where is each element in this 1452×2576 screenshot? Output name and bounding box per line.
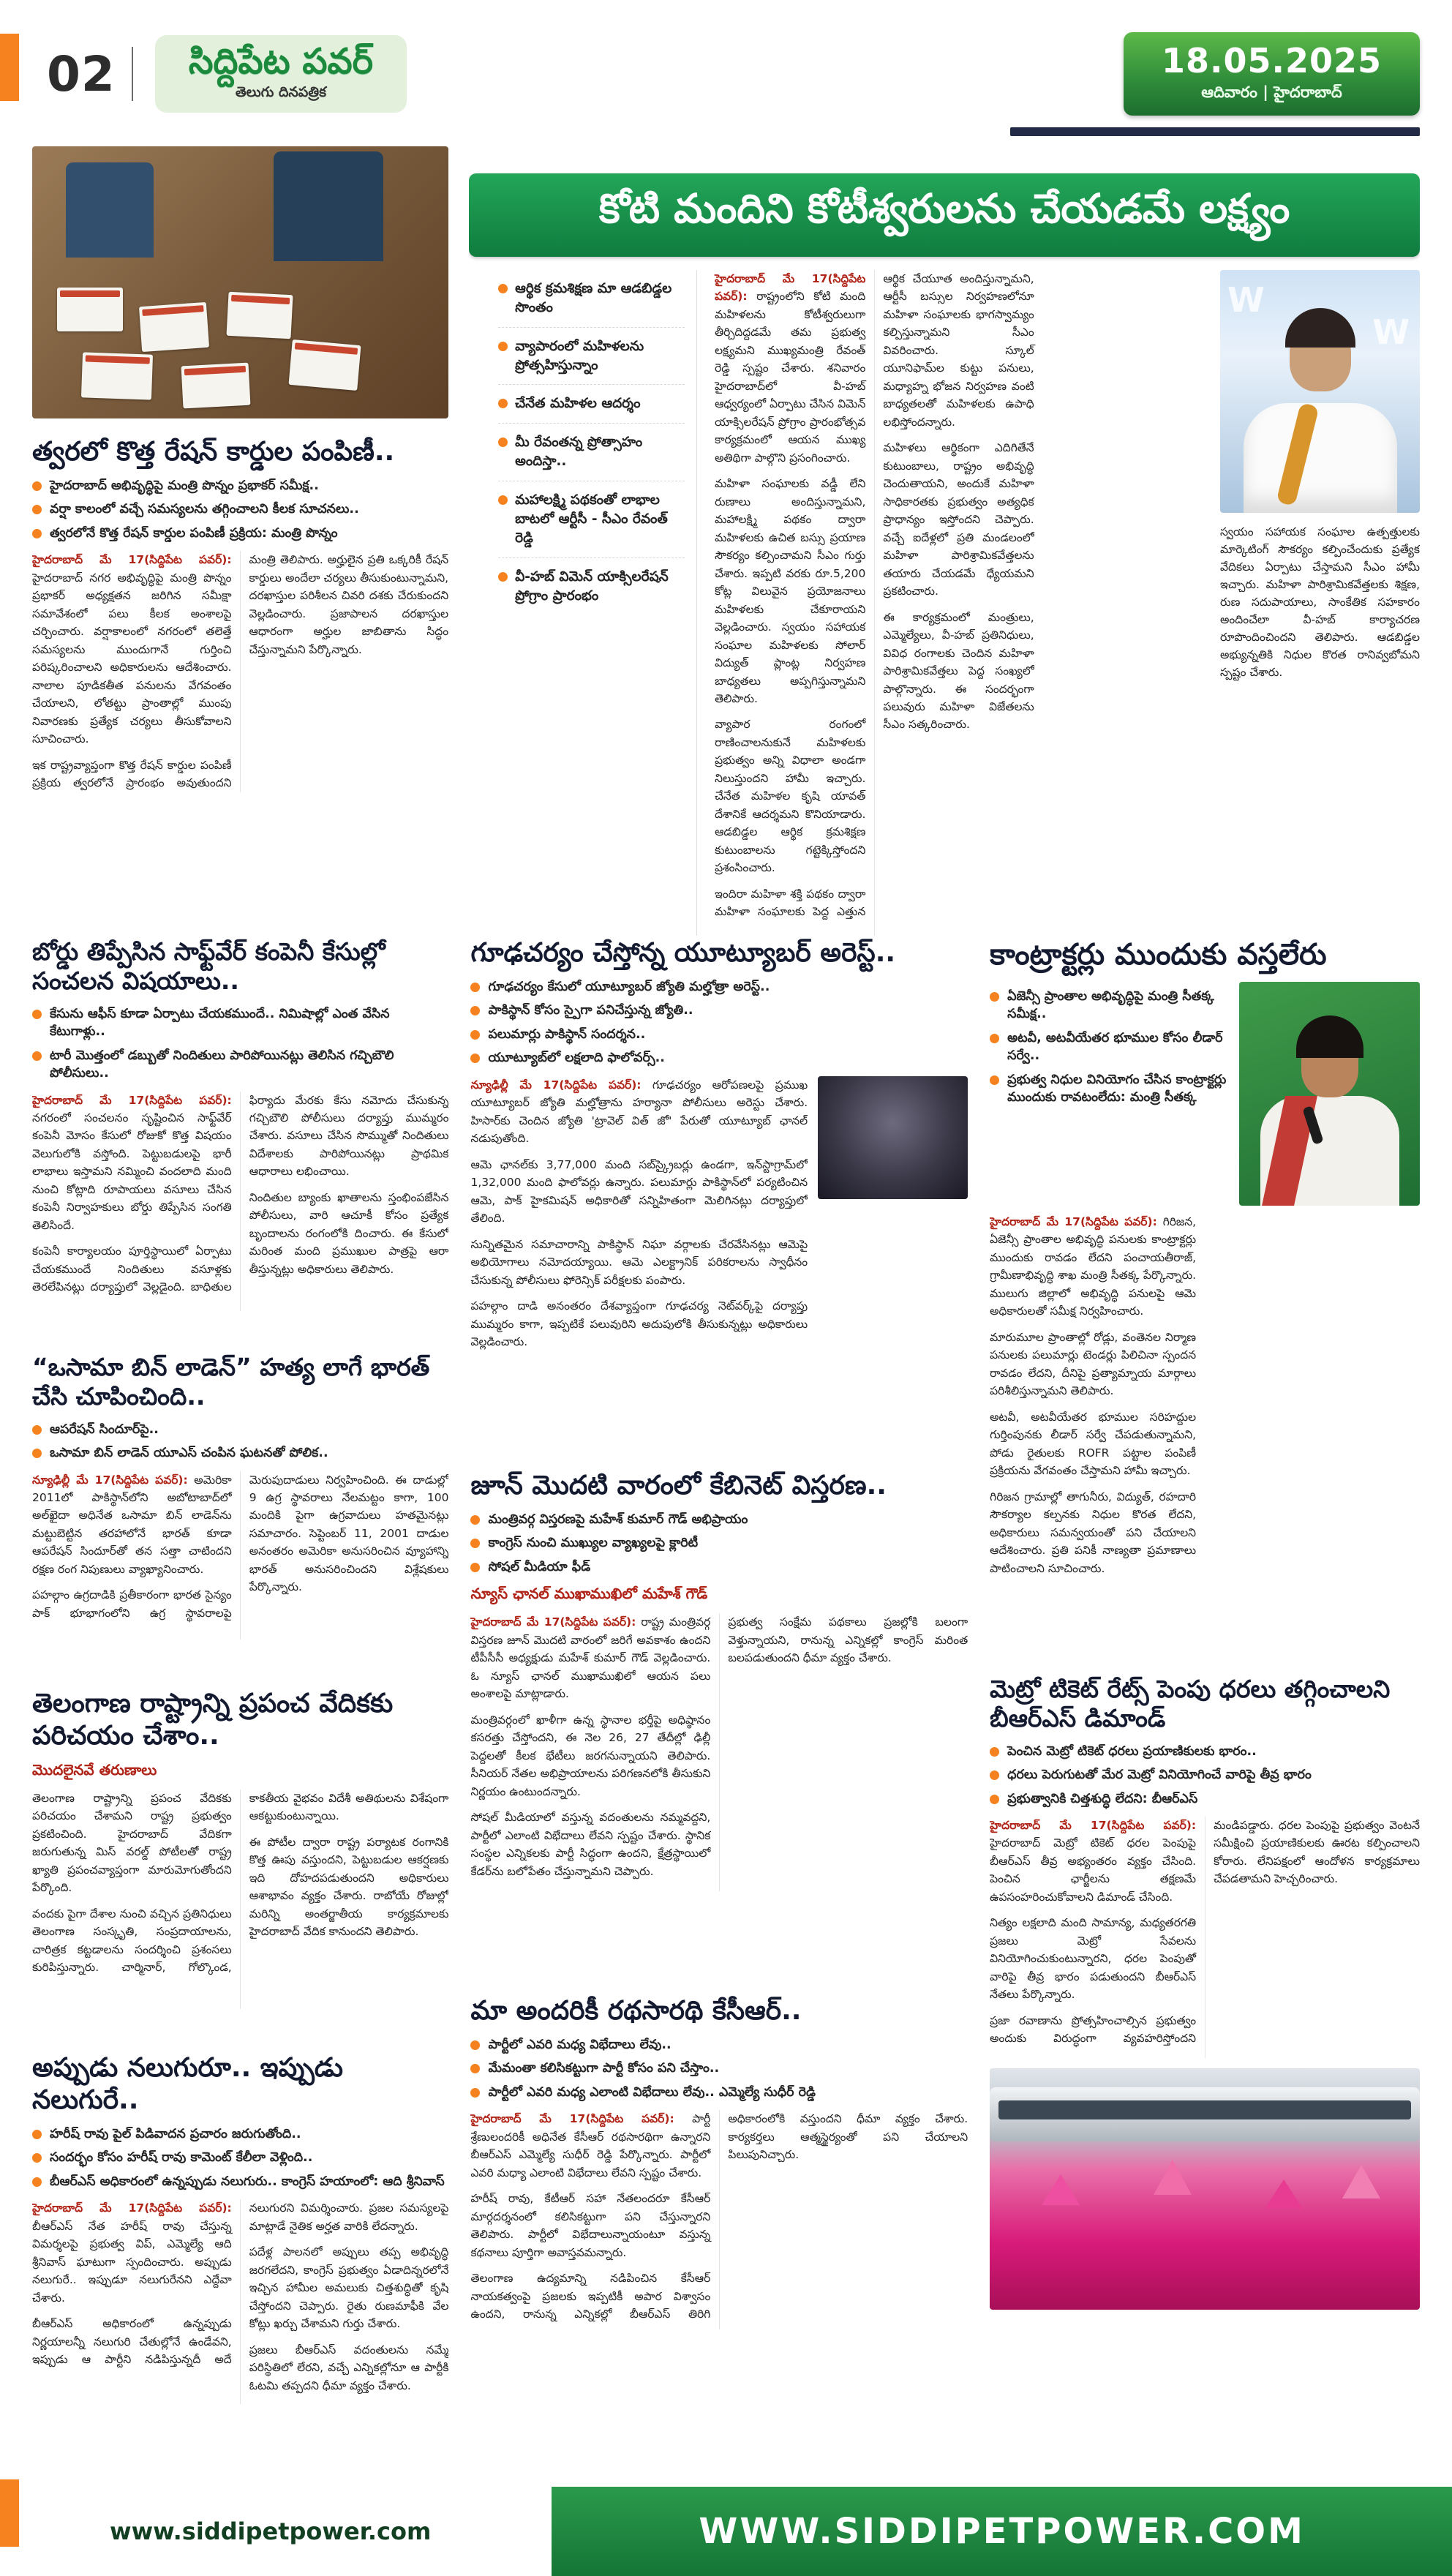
dateline: హైదరాబాద్ మే 17(సిద్దిపేట పవర్): <box>32 1093 232 1107</box>
ration-card-graphic <box>57 288 123 331</box>
header-dark-rule <box>1010 127 1420 136</box>
bullet-point: టారీ మొత్తంలో డబ్బుతో నిందితులు పారిపోయినట్లు తెలిసిన గచ్చిబౌలి పోలీసులు.. <box>32 1047 448 1083</box>
bullet-dot-icon <box>470 1030 480 1040</box>
article-contractors <box>990 937 1420 1654</box>
article-software-scam <box>32 937 448 1332</box>
dateline: న్యూఢిల్లీ మే 17(సిద్దిపేట పవర్): <box>32 1473 188 1487</box>
article-osama-operation <box>32 1353 448 1667</box>
dateline: హైదరాబాద్ మే 17(సిద్దిపేట పవర్): <box>470 2112 674 2126</box>
bullet-point: మంత్రివర్గ విస్తరణపై మహేశ్ కుమార్ గౌడ్ అభిప్రాయం <box>470 1511 968 1529</box>
bullet-point: వ్యాపారంలో మహిళలను ప్రోత్సహిస్తున్నాం <box>498 328 685 386</box>
article-body: న్యూఢిల్లీ మే 17(సిద్దిపేట పవర్): అమెరికా 2011లో పాకిస్థాన్‌లోని అబోటాబాద్‌లో అల్‌ఖైదా అధినేత ఒసామా బిన్ లాడెన్‌ను మట్టుబెట్టిన తరహాలోనే భారత్ కూడా ఆపరేషన్ సిందూర్‌తో తన సత్తా చాటిందని రక్షణ రంగ నిపుణులు వ్యాఖ్యానించారు. పహల్గాం ఉగ్రదాడికి ప్రతీకారంగా భారత సైన్యం పాక్ భూభాగంలోని ఉగ్ర స్థావరాలపై మెరుపుదాడులు నిర్వహించింది. ఈ దాడుల్లో 9 ఉగ్ర స్థావరాలు నేలమట్టం కాగా, 100 మందికి పైగా ఉగ్రవాదులు హతమైనట్లు సమాచారం. సెప్టెంబర్ 11, 2001 దాడుల అనంతరం అమెరికా అనుసరించిన వ్యూహాన్ని భారత్ అనుసరించిందని విశ్లేషకులు పేర్కొన్నారు. <box>32 1473 449 1620</box>
lead-headline-banner: కోటి మందిని కోటీశ్వరులను చేయడమే లక్ష్యం <box>469 173 1420 257</box>
page-footer <box>0 2487 1452 2576</box>
bullet-point: సందర్భం కోసం హరీష్ రావు కామెంట్ కేలీలా వెళ్లింది.. <box>32 2149 448 2167</box>
bullet-point: పార్టీలో ఎవరి మధ్య విభేదాలు లేవు.. <box>470 2036 968 2054</box>
lead-article-column <box>469 146 1420 933</box>
bullet-point: హరీష్ రావు పైల్ పిడివాదన ప్రచారం జరుగుతోంది.. <box>32 2125 448 2144</box>
dateline: హైదరాబాద్ మే 17(సిద్దిపేట పవర్): <box>32 2201 232 2215</box>
bullet-point: హైదరాబాద్ అభివృద్ధిపై మంత్రి పొన్నం ప్రభాకర్ సమీక్ష.. <box>32 477 448 495</box>
page-number-block <box>47 46 133 102</box>
bullet-list <box>990 982 1227 1206</box>
bullet-dot-icon <box>470 983 480 992</box>
bullet-point: మీ రేవంతన్న ప్రోత్సాహం అందిస్తా.. <box>498 424 685 481</box>
article-youtuber-arrest <box>470 937 968 1449</box>
top-left-column <box>32 146 448 933</box>
article-body: హైదరాబాద్ మే 17(సిద్దిపేట పవర్): నగరంలో సంచలనం సృష్టించిన సాఫ్ట్‌వేర్ కంపెనీ మోసం కేసులో రోజుకో కొత్త విషయం వెలుగులోకి వస్తోంది. పెట్టుబడులపై భారీ లాభాలు ఇస్తామని నమ్మించి వందలాది మంది నుంచి కోట్లాది రూపాయలు వసూలు చేసిన కంపెనీ నిర్వాహకులు బోర్డు తిప్పేసిన సంగతి తెలిసిందే. కంపెనీ కార్యాలయం పూర్తిస్థాయిలో ఏర్పాటు చేయకముందే నిందితులు వసూళ్లకు తెరలేపినట్లు దర్యాప్తులో వెల్లడైంది. బాధితుల ఫిర్యాదు మేరకు కేసు నమోదు చేసుకున్న గచ్చిబౌలి పోలీసులు దర్యాప్తు ముమ్మరం చేశారు. వసూలు చేసిన సొమ్ముతో నిందితులు విదేశాలకు పారిపోయినట్లు ప్రాథమిక ఆధారాలు లభించాయి. నిందితుల బ్యాంకు ఖాతాలను స్తంభింపజేసిన పోలీసులు, వారి ఆచూకీ కోసం ప్రత్యేక బృందాలను రంగంలోకి దించారు. ఈ కేసులో మరింత మంది ప్రముఖుల పాత్రపై ఆరా తీస్తున్నట్లు అధికారులు తెలిపారు. <box>32 1093 449 1294</box>
ration-card-graphic <box>288 339 361 391</box>
main-band <box>0 937 1452 2462</box>
bullet-point: పెంచిన మెట్రో టికెట్ ధరలు ప్రయాణికులకు భారం.. <box>990 1743 1420 1761</box>
article-body: హైదరాబాద్ మే 17(సిద్దిపేట పవర్): బీఆర్ఎస్ నేత హరీష్ రావు చేస్తున్న విమర్శలపై ప్రభుత్వ విప్, ఎమ్మెల్యే ఆది శ్రీనివాస్ ఘాటుగా స్పందించారు. అప్పుడు నలుగురే.. ఇప్పుడూ నలుగురేనని ఎద్దేవా చేశారు. బీఆర్ఎస్ అధికారంలో ఉన్నప్పుడు నిర్ణయాలన్నీ నలుగురి చేతుల్లోనే ఉండేవని, ఇప్పుడు ఆ పార్టీని నడిపిస్తున్నదీ అదే నలుగురని విమర్శించారు. ప్రజల సమస్యలపై మాట్లాడే నైతిక అర్హత వారికి లేదన్నారు. పదేళ్ల పాలనలో అప్పులు తప్ప అభివృద్ధి జరగలేదని, కాంగ్రెస్ ప్రభుత్వం ఏడాదిన్నరలోనే ఇచ్చిన హామీల అమలుకు చిత్తశుద్ధితో కృషి చేస్తోందని చెప్పారు. రైతు రుణమాఫీకి వేల కోట్లు ఖర్చు చేశామని గుర్తు చేశారు. ప్రజలు బీఆర్ఎస్ వదంతులను నమ్మే పరిస్థితిలో లేరని, వచ్చే ఎన్నికల్లోనూ ఆ పార్టీకి ఓటమి తప్పదని ధీమా వ్యక్తం చేశారు. <box>32 2201 449 2392</box>
bullet-dot-icon <box>32 1449 42 1458</box>
bullet-dot-icon <box>990 1034 999 1043</box>
left-strip <box>32 937 448 2462</box>
website-url[interactable]: www.siddipetpower.com <box>110 2517 432 2545</box>
bullet-dot-icon <box>32 2177 42 2187</box>
masthead-subtitle: తెలుగు దినపత్రిక <box>235 83 327 100</box>
article-headline: “ఒసామా బిన్ లాడెన్” హత్య లాగే భారత్ చేసి చూపించింది.. <box>32 1353 430 1411</box>
bullet-dot-icon <box>32 2153 42 2163</box>
article-ration-cards <box>32 436 448 912</box>
photo-person-figure <box>1260 1096 1399 1206</box>
metro-brs-protest-photo <box>990 2068 1420 2310</box>
article-body: హైదరాబాద్ మే 17(సిద్దిపేట పవర్): హైదరాబాద్ నగర అభివృద్ధిపై మంత్రి పొన్నం ప్రభాకర్ అధ్యక్షతన జరిగిన సమీక్షా సమావేశంలో పలు కీలక అంశాలపై చర్చించారు. వర్షాకాలంలో నగరంలో తలెత్తే సమస్యలను ముందుగానే గుర్తించి పరిష్కరించాలని అధికారులను ఆదేశించారు. నాలాల పూడికతీత పనులను వేగవంతం చేయాలని, లోతట్టు ప్రాంతాల్లో ముంపు నివారణకు ప్రత్యేక చర్యలు తీసుకోవాలని సూచించారు. ఇక రాష్ట్రవ్యాప్తంగా కొత్త రేషన్ కార్డుల పంపిణీ ప్రక్రియ త్వరలోనే ప్రారంభం అవుతుందని మంత్రి తెలిపారు. అర్హులైన ప్రతి ఒక్కరికీ రేషన్ కార్డులు అందేలా చర్యలు తీసుకుంటున్నామని, దరఖాస్తుల పరిశీలన చివరి దశకు చేరుకుందని వెల్లడించారు. ప్రజాపాలన దరఖాస్తుల ఆధారంగా అర్హుల జాబితాను సిద్ధం చేస్తున్నామని పేర్కొన్నారు. <box>32 553 449 790</box>
bullet-dot-icon <box>32 505 42 514</box>
article-koti-lead <box>469 146 1420 936</box>
bullet-point: ఏజెన్సీ ప్రాంతాల అభివృద్ధిపై మంత్రి సీతక్క సమీక్ష.. <box>990 988 1227 1024</box>
dateline: హైదరాబాద్ మే 17(సిద్దిపేట పవర్): <box>470 1615 636 1629</box>
lead-article-content <box>469 270 1420 936</box>
bullet-point: ప్రభుత్వానికి చిత్తశుద్ధి లేదని: బీఆర్ఎస్ <box>990 1790 1420 1809</box>
bullet-point: ఒసామా బిన్ లాడెన్ యూఎస్ చంపిన ఘటనతో పోలిక.. <box>32 1444 448 1462</box>
bullet-dot-icon <box>32 1425 42 1435</box>
bullet-point: వర్షా కాలంలో వచ్చే సమస్యలను తగ్గించాలని కీలక సూచనలు.. <box>32 500 448 519</box>
bullet-point: మహాలక్ష్మి పథకంతో లాభాల బాటలో ఆర్టీసీ - సీఎం రేవంత్ రెడ్డి <box>498 481 685 558</box>
bullet-dot-icon <box>498 495 508 505</box>
article-cabinet-expansion <box>470 1470 968 1975</box>
bullet-dot-icon <box>470 2064 480 2073</box>
top-band <box>0 146 1452 933</box>
bullet-dot-icon <box>470 1539 480 1548</box>
bullet-dot-icon <box>990 1747 999 1757</box>
right-strip <box>990 937 1420 2462</box>
photo-person-figure <box>1285 308 1355 348</box>
bullet-dot-icon <box>990 1795 999 1804</box>
photo-person-figure <box>1244 403 1397 513</box>
bullet-point: వీ-హబ్ విమెన్ యాక్సిలరేషన్ ప్రోగ్రాం ప్రారంభం <box>498 558 685 615</box>
article-body: న్యూఢిల్లీ మే 17(సిద్దిపేట పవర్): గూఢచర్యం ఆరోపణలపై ప్రముఖ యూట్యూబర్ జ్యోతి మల్హోత్రాను హర్యానా పోలీసులు అరెస్టు చేశారు. హిసార్‌కు చెందిన జ్యోతి 'ట్రావెల్ విత్ జో' పేరుతో యూట్యూబ్ ఛానల్ నడుపుతోంది. ఆమె ఛానల్‌కు 3,77,000 మంది సబ్‌స్క్రైబర్లు ఉండగా, ఇన్‌స్టాగ్రామ్‌లో 1,32,000 మంది ఫాలోవర్లు ఉన్నారు. పలుమార్లు పాకిస్థాన్‌లో పర్యటించిన ఆమె, పాక్ హైకమిషన్ అధికారితో సన్నిహితంగా మెలిగినట్లు దర్యాప్తులో తేలింది. సున్నితమైన సమాచారాన్ని పాకిస్థాన్ నిఘా వర్గాలకు చేరవేసినట్లు ఆమెపై అభియోగాలు నమోదయ్యాయి. ఆమె ఎలక్ట్రానిక్ పరికరాలను స్వాధీనం చేసుకున్న పోలీసులు ఫోరెన్సిక్ పరీక్షలకు పంపారు. పహల్గాం దాడి అనంతరం దేశవ్యాప్తంగా గూఢచర్య నెట్‌వర్క్‌పై దర్యాప్తు ముమ్మరం కాగా, ఇప్పటికే పలువురిని అదుపులోకి తీసుకున్నట్లు అధికారులు వెల్లడించారు. <box>470 1078 808 1349</box>
bullet-dot-icon <box>32 481 42 491</box>
dateline: హైదరాబాద్ మే 17(సిద్దిపేట పవర్): <box>990 1214 1157 1228</box>
photo-person-figure <box>66 162 154 258</box>
ration-cards-photo <box>32 146 448 418</box>
brs-flag-graphic <box>1342 2165 1380 2198</box>
bullet-list <box>470 978 968 1067</box>
bullet-list <box>990 1743 1420 1809</box>
page-header <box>0 13 1452 123</box>
bullet-point: ఆర్థిక క్రమశిక్షణ మా ఆడబిడ్డల సొంతం <box>498 270 685 328</box>
article-headline: మెట్రో టికెట్ రేట్స్ పెంపు ధరలు తగ్గించాలని బీఆర్ఎస్ డిమాండ్ <box>990 1675 1391 1733</box>
backdrop-w-logo: W <box>1227 279 1265 320</box>
article-kicker: న్యూస్ ఛానల్ ముఖాముఖిలో మహేశ్ గౌడ్ <box>470 1585 708 1603</box>
brs-flag-graphic <box>1265 2179 1303 2209</box>
bullet-point: పార్టీలో ఎవరి మధ్య ఎలాంటి విభేదాలు లేవు.. ఎమ్మెల్యే సుధీర్ రెడ్డి <box>470 2084 968 2102</box>
article-headline: కాంట్రాక్టర్లు ముందుకు వస్తలేరు <box>990 938 1327 972</box>
page-number: 02 <box>47 45 116 102</box>
bullet-point: కాంగ్రెస్ నుంచి ముఖ్యుల వ్యాఖ్యలపై క్లారిటీ <box>470 1534 968 1552</box>
center-strip <box>470 937 968 2462</box>
bullet-dot-icon <box>32 1051 42 1061</box>
bullet-point: యూట్యూబ్‌లో లక్షలాది ఫాలోవర్స్.. <box>470 1049 968 1067</box>
date-box <box>1124 32 1420 116</box>
article-kcr-charioteer <box>470 1995 968 2405</box>
bullet-list <box>32 2125 448 2191</box>
minister-seethakka-photo <box>1239 982 1420 1206</box>
bullet-point: చేనేత మహిళల ఆదర్శం <box>498 385 685 424</box>
footer-url-left <box>0 2487 431 2576</box>
cm-revanth-reddy-photo <box>1220 270 1420 513</box>
bullet-list <box>32 477 448 543</box>
article-headline: మా అందరికీ రథసారథి కేసీఆర్.. <box>470 1996 802 2026</box>
article-telangana-world-stage <box>32 1688 448 2032</box>
bullet-list <box>32 1005 448 1083</box>
website-url-caps[interactable]: WWW.SIDDIPETPOWER.COM <box>699 2511 1305 2552</box>
article-headline: అప్పుడు నలుగురూ.. ఇప్పుడు నలుగురే.. <box>32 2053 343 2115</box>
bullet-list <box>470 2036 968 2102</box>
bullet-dot-icon <box>470 1006 480 1015</box>
lead-article-right-column <box>1220 270 1420 936</box>
edition-date: 18.05.2025 <box>1161 41 1382 80</box>
ration-card-graphic <box>81 352 153 399</box>
article-headline: జూన్ మొదటి వారంలో కేబినెట్ విస్తరణ.. <box>470 1471 887 1501</box>
brs-flag-graphic <box>1154 2160 1192 2195</box>
article-body: హైదరాబాద్ మే 17(సిద్దిపేట పవర్): హైదరాబాద్ మెట్రో టికెట్ ధరల పెంపుపై బీఆర్ఎస్ తీవ్ర అభ్యంతరం వ్యక్తం చేసింది. పెంచిన ఛార్జీలను తక్షణమే ఉపసంహరించుకోవాలని డిమాండ్ చేసింది. నిత్యం లక్షలాది మంది సామాన్య, మధ్యతరగతి ప్రజలు మెట్రో సేవలను వినియోగించుకుంటున్నారని, ధరల పెంపుతో వారిపై తీవ్ర భారం పడుతుందని బీఆర్ఎస్ నేతలు పేర్కొన్నారు. ప్రజా రవాణాను ప్రోత్సహించాల్సిన ప్రభుత్వం అందుకు విరుద్ధంగా వ్యవహరిస్తోందని మండిపడ్డారు. ధరల పెంపుపై ప్రభుత్వం వెంటనే సమీక్షించి ప్రయాణికులకు ఊరట కల్పించాలని కోరారు. లేనిపక్షంలో ఆందోళన కార్యక్రమాలు చేపడతామని హెచ్చరించారు. <box>990 1819 1420 2046</box>
dateline: న్యూఢిల్లీ మే 17(సిద్దిపేట పవర్): <box>470 1078 642 1092</box>
bullet-point: పలుమార్లు పాకిస్థాన్ సందర్శన.. <box>470 1026 968 1044</box>
lead-article-side-text: స్వయం సహాయక సంఘాల ఉత్పత్తులకు మార్కెటింగ్ సౌకర్యం కల్పించేందుకు ప్రత్యేక వేదికలు ఏర్పాటు చేస్తామని సీఎం హామీ ఇచ్చారు. మహిళా పారిశ్రామికవేత్తలకు శిక్షణ, రుణ సదుపాయాలు, సాంకేతిక సహకారం అందించేలా వీ-హబ్ కార్యాచరణ రూపొందించిందని తెలిపారు. ఆడబిడ్డల అభ్యున్నతికి నిధుల కొరత రానివ్వబోమని స్పష్టం చేశారు. <box>1220 525 1420 679</box>
orange-corner-accent-top <box>0 34 19 101</box>
bullet-dot-icon <box>498 342 508 351</box>
backdrop-w-logo: W <box>1372 312 1410 352</box>
masthead-title: సిద్దిపేట పవర్ <box>188 41 374 83</box>
bullet-point: త్వరలోనే కొత్త రేషన్ కార్డుల పంపిణీ ప్రక్రియ: మంత్రి పొన్నం <box>32 525 448 543</box>
bullet-point: ప్రభుత్వ నిధుల వినియోగం చేసిన కాంట్రాక్టర్లు ముందుకు రావటంలేదు: మంత్రి సీతక్క <box>990 1071 1227 1107</box>
metro-train-graphic <box>990 2087 1420 2141</box>
edition-day-city: ఆదివారం | హైదరాబాద్ <box>1201 83 1342 101</box>
bullet-dot-icon <box>498 572 508 582</box>
ration-card-graphic <box>139 302 209 352</box>
bullet-point: ధరలు పెరుగుటతో మేర మెట్రో వినియోగించే వారిపై తీవ్ర భారం <box>990 1766 1420 1784</box>
article-appudu-nalugure <box>32 2052 448 2462</box>
article-body: హైదరాబాద్ మే 17(సిద్దిపేట పవర్): పార్టీ శ్రేణులందరికీ అధినేత కేసీఆర్ రథసారథిగా ఉన్నారని బీఆర్ఎస్ ఎమ్మెల్యే సుధీర్ రెడ్డి పేర్కొన్నారు. పార్టీలో ఎవరి మధ్యా ఎలాంటి విభేదాలు లేవని స్పష్టం చేశారు. హరీష్ రావు, కేటీఆర్ సహా నేతలందరూ కేసీఆర్ మార్గదర్శనంలో కలిసికట్టుగా పని చేస్తున్నారని తెలిపారు. పార్టీలో విభేదాలున్నాయంటూ వస్తున్న కథనాలు పూర్తిగా అవాస్తవమన్నారు. తెలంగాణ ఉద్యమాన్ని నడిపించిన కేసీఆర్ నాయకత్వంపై ప్రజలకు ఇప్పటికీ అపార విశ్వాసం ఉందని, రానున్న ఎన్నికల్లో బీఆర్ఎస్ తిరిగి అధికారంలోకి వస్తుందని ధీమా వ్యక్తం చేశారు. కార్యకర్తలు ఆత్మస్థైర్యంతో పని చేయాలని పిలుపునిచ్చారు. <box>470 2112 968 2321</box>
article-kicker: మొదలైనవే తరుణాలు <box>32 1760 157 1779</box>
article-body: హైదరాబాద్ మే 17(సిద్దిపేట పవర్): గిరిజన, ఏజెన్సీ ప్రాంతాల అభివృద్ధి పనులకు కాంట్రాక్టర్లు ముందుకు రావడం లేదని పంచాయతీరాజ్, గ్రామీణాభివృద్ధి శాఖ మంత్రి సీతక్క పేర్కొన్నారు. ములుగు జిల్లాలో అభివృద్ధి పనులపై ఆమె అధికారులతో సమీక్ష నిర్వహించారు. మారుమూల ప్రాంతాల్లో రోడ్లు, వంతెనల నిర్మాణ పనులకు పలుమార్లు టెండర్లు పిలిచినా స్పందన రావడం లేదని, దీనిపై ప్రత్యామ్నాయ మార్గాలు పరిశీలిస్తున్నామని తెలిపారు. అటవీ, అటవీయేతర భూముల సరిహద్దుల గుర్తింపునకు లీడార్ సర్వే చేపడుతున్నామని, పోడు రైతులకు ROFR పట్టాల పంపిణీ ప్రక్రియను వేగవంతం చేస్తామని హామీ ఇచ్చారు. గిరిజన గ్రామాల్లో తాగునీరు, విద్యుత్, రహదారి సౌకర్యాల కల్పనకు నిధుల కొరత లేదని, అధికారులు సమన్వయంతో పని చేయాలని ఆదేశించారు. ప్రతి పనికీ నాణ్యతా ప్రమాణాలు పాటించాలని సూచించారు. <box>990 1214 1197 1575</box>
bullet-dot-icon <box>470 1054 480 1063</box>
bullet-dot-icon <box>32 1010 42 1019</box>
bullet-dot-icon <box>32 529 42 538</box>
article-headline: గూఢచర్యం చేస్తోన్న యూట్యూబర్ అరెస్ట్.. <box>470 938 896 968</box>
bullet-list <box>32 1421 448 1462</box>
bullet-point: ఆపరేషన్ సిందూర్‌పై.. <box>32 1421 448 1439</box>
bullet-point: మేమంతా కలిసికట్టుగా పార్టీ కోసం పని చేస్తాం.. <box>470 2059 968 2078</box>
bullet-dot-icon <box>498 438 508 447</box>
footer-url-banner <box>552 2487 1452 2576</box>
contractors-header-row <box>990 982 1420 1206</box>
bullet-point: సోషల్ మీడియా ఫీడ్ <box>470 1558 968 1577</box>
bullet-point: పాకిస్థాన్ కోసం స్పైగా పనిచేస్తున్న జ్యోతి.. <box>470 1002 968 1020</box>
bullet-dot-icon <box>990 1770 999 1780</box>
bullet-point: కేసును ఆఫీస్ కూడా ఏర్పాటు చేయకముందే.. నిమిషాల్లో ఎంత వేసిన కేటుగాళ్లు.. <box>32 1005 448 1041</box>
article-body: హైదరాబాద్ మే 17(సిద్దిపేట పవర్): రాష్ట్ర మంత్రివర్గ విస్తరణ జూన్ మొదటి వారంలో జరిగే అవకాశం ఉందని టీపీసీసీ అధ్యక్షుడు మహేశ్ కుమార్ గౌడ్ వెల్లడించారు. ఓ న్యూస్ ఛానల్ ముఖాముఖిలో ఆయన పలు అంశాలపై మాట్లాడారు. మంత్రివర్గంలో ఖాళీగా ఉన్న స్థానాల భర్తీపై అధిష్ఠానం కసరత్తు చేస్తోందని, ఈ నెల 26, 27 తేదీల్లో ఢిల్లీ పెద్దలతో కీలక భేటీలు జరగనున్నాయని తెలిపారు. సీనియర్ నేతల అభిప్రాయాలను పరిగణనలోకి తీసుకుని నిర్ణయం ఉంటుందన్నారు. సోషల్ మీడియాలో వస్తున్న వదంతులను నమ్మవద్దని, పార్టీలో ఎలాంటి విభేదాలు లేవని స్పష్టం చేశారు. స్థానిక సంస్థల ఎన్నికలకు పార్టీ సిద్ధంగా ఉందని, క్షేత్రస్థాయిలో కేడర్‌ను బలోపేతం చేస్తున్నామని చెప్పారు. ప్రభుత్వ సంక్షేమ పథకాలు ప్రజల్లోకి బలంగా వెళ్తున్నాయని, రానున్న ఎన్నికల్లో కాంగ్రెస్ మరింత బలపడుతుందని ధీమా వ్యక్తం చేశారు. <box>470 1615 968 1878</box>
masthead <box>155 35 407 113</box>
article-body: తెలంగాణ రాష్ట్రాన్ని ప్రపంచ వేదికకు పరిచయం చేశామని రాష్ట్ర ప్రభుత్వం ప్రకటించింది. హైదరాబాద్ వేదికగా జరుగుతున్న మిస్ వరల్డ్ పోటీలతో రాష్ట్ర ఖ్యాతి ప్రపంచవ్యాప్తంగా మారుమోగుతోందని పేర్కొంది. వందకు పైగా దేశాల నుంచి వచ్చిన ప్రతినిధులు తెలంగాణ సంస్కృతి, సంప్రదాయాలను, చారిత్రక కట్టడాలను సందర్శించి ప్రశంసలు కురిపిస్తున్నారు. చార్మినార్, గోల్కొండ, కాకతీయ వైభవం విదేశీ అతిథులను విశేషంగా ఆకట్టుకుంటున్నాయి. ఈ పోటీల ద్వారా రాష్ట్ర పర్యాటక రంగానికి కొత్త ఊపు వస్తుందని, పెట్టుబడుల ఆకర్షణకు ఇది దోహదపడుతుందని అధికారులు ఆశాభావం వ్యక్తం చేశారు. రాబోయే రోజుల్లో మరిన్ని అంతర్జాతీయ కార్యక్రమాలకు హైదరాబాద్ వేదిక కానుందని తెలిపారు. <box>32 1791 449 1975</box>
article-headline: త్వరలో కొత్త రేషన్ కార్డుల పంపిణీ.. <box>32 437 395 467</box>
youtuber-photo <box>818 1076 968 1199</box>
bullet-point: అటవీ, అటవీయేతర భూముల కోసం లీడార్ సర్వే.. <box>990 1029 1227 1065</box>
ration-card-graphic <box>227 292 293 339</box>
bullet-dot-icon <box>470 2088 480 2098</box>
bullet-dot-icon <box>470 1515 480 1525</box>
dateline: హైదరాబాద్ మే 17(సిద్దిపేట పవర్): <box>990 1819 1197 1832</box>
bullet-list <box>470 1511 968 1577</box>
article-body: హైదరాబాద్ మే 17(సిద్దిపేట పవర్): రాష్ట్రంలోని కోటి మంది మహిళలను కోటీశ్వరులుగా తీర్చిదిద్దడమే తమ ప్రభుత్వ లక్ష్యమని ముఖ్యమంత్రి రేవంత్ రెడ్డి స్పష్టం చేశారు. శనివారం హైదరాబాద్‌లో వీ-హబ్ ఆధ్వర్యంలో ఏర్పాటు చేసిన విమెన్ యాక్సిలరేషన్ ప్రోగ్రాం ప్రారంభోత్సవ కార్యక్రమంలో ఆయన ముఖ్య అతిథిగా పాల్గొని ప్రసంగించారు. మహిళా సంఘాలకు వడ్డీ లేని రుణాలు అందిస్తున్నామని, మహాలక్ష్మి పథకం ద్వారా మహిళలకు ఉచిత బస్సు ప్రయాణ సౌకర్యం కల్పించామని సీఎం గుర్తు చేశారు. ఇప్పటి వరకు రూ.5,200 కోట్ల విలువైన ప్రయోజనాలు మహిళలకు చేకూరాయని వెల్లడించారు. స్వయం సహాయక సంఘాల మహిళలకు సోలార్ విద్యుత్ ప్లాంట్ల నిర్వహణ బాధ్యతలు అప్పగిస్తున్నామని తెలిపారు. వ్యాపార రంగంలో రాణించాలనుకునే మహిళలకు ప్రభుత్వం అన్ని విధాలా అండగా నిలుస్తుందని హామీ ఇచ్చారు. చేనేత మహిళల కృషి యావత్ దేశానికే ఆదర్శమని కొనియాడారు. ఆడబిడ్డల ఆర్థిక క్రమశిక్షణ కుటుంబాలను గట్టెక్కిస్తోందని ప్రశంసించారు. ఇందిరా మహిళా శక్తి పథకం ద్వారా మహిళా సంఘాలకు పెద్ద ఎత్తున ఆర్థిక చేయూత అందిస్తున్నామని, ఆర్టీసీ బస్సుల నిర్వహణలోనూ మహిళా సంఘాలకు భాగస్వామ్యం కల్పిస్తున్నామని సీఎం వివరించారు. స్కూల్ యూనిఫామ్‌ల కుట్టు పనులు, మధ్యాహ్న భోజన నిర్వహణ వంటి బాధ్యతలతో మహిళలకు ఉపాధి లభిస్తోందన్నారు. మహిళలు ఆర్థికంగా ఎదిగితేనే కుటుంబాలు, రాష్ట్రం అభివృద్ధి చెందుతాయని, అందుకే మహిళా సాధికారతకు ప్రభుత్వం అత్యధిక ప్రాధాన్యం ఇస్తోందని చెప్పారు. వచ్చే ఐదేళ్లలో ప్రతి మండలంలో మహిళా పారిశ్రామికవేత్తలను తయారు చేయడమే ధ్యేయమని ప్రకటించారు. ఈ కార్యక్రమంలో మంత్రులు, ఎమ్మెల్యేలు, వీ-హబ్ ప్రతినిధులు, వివిధ రంగాలకు చెందిన మహిళా పారిశ్రామికవేత్తలు పెద్ద సంఖ్యలో పాల్గొన్నారు. ఈ సందర్భంగా పలువురు మహిళా విజేతలను సీఎం సత్కరించారు. <box>715 271 1034 919</box>
bullet-point: గూఢచర్యం కేసులో యూట్యూబర్ జ్యోతి మల్హోత్రా అరెస్ట్.. <box>470 978 968 996</box>
bullet-dot-icon <box>498 284 508 293</box>
bullet-dot-icon <box>470 2040 480 2050</box>
bullet-dot-icon <box>990 1075 999 1085</box>
dateline: హైదరాబాద్ మే 17(సిద్దిపేట పవర్): <box>715 271 866 304</box>
ration-card-graphic <box>181 362 250 408</box>
photo-person-figure <box>274 151 383 261</box>
article-headline: బోర్డు తిప్పేసిన సాఫ్ట్‌వేర్ కంపెనీ కేసుల్లో సంచలన విషయాలు.. <box>32 937 385 996</box>
bullet-point: బీఆర్ఎస్ అధికారంలో ఉన్నప్పుడు నలుగురు.. కాంగ్రెస్ హయాంలో: ఆది శ్రీనివాస్ <box>32 2173 448 2191</box>
article-metro-fares <box>990 1675 1420 2421</box>
page-number-divider <box>132 47 133 101</box>
brs-flag-graphic <box>1042 2174 1080 2205</box>
bullet-dot-icon <box>498 399 508 408</box>
bullet-dot-icon <box>990 992 999 1002</box>
lead-bullet-box <box>469 270 697 936</box>
bullet-dot-icon <box>32 2130 42 2139</box>
dateline: హైదరాబాద్ మే 17(సిద్దిపేట పవర్): <box>32 553 232 567</box>
photo-person-figure <box>1296 1015 1363 1058</box>
article-headline: తెలంగాణ రాష్ట్రాన్ని ప్రపంచ వేదికకు పరిచయం చేశాం.. <box>32 1689 394 1751</box>
bullet-dot-icon <box>470 1563 480 1572</box>
